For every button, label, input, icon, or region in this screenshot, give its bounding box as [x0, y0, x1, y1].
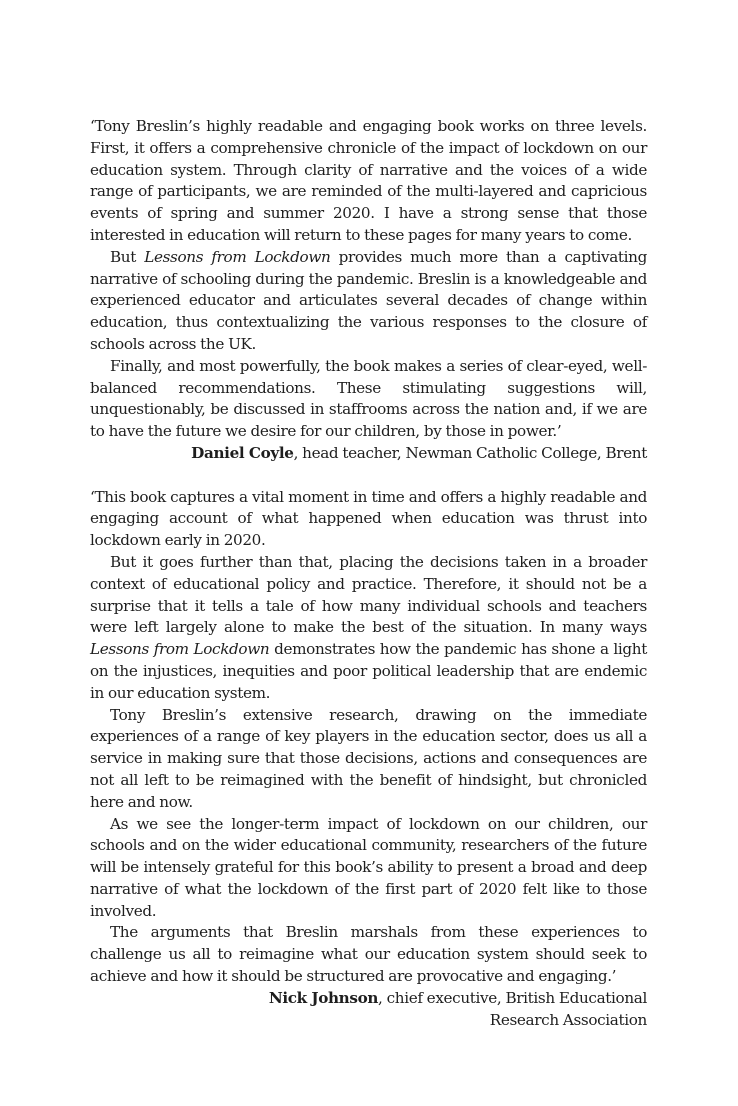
endorsement-paragraph: [90, 116, 647, 247]
endorsement-attribution: [90, 443, 647, 465]
paragraph-text: demonstrates how the pandemic has shone a light on the injustices, inequities and poor political leadership that are endemic in our education system.: [90, 640, 647, 702]
endorsement-paragraph: [90, 247, 647, 356]
endorser-name: Daniel Coyle: [191, 443, 294, 462]
endorsements-page: [90, 116, 647, 1031]
endorser-name: Nick Johnson: [268, 988, 379, 1007]
endorsement-paragraph: [90, 487, 647, 552]
paragraph-text: But: [110, 247, 145, 266]
endorsement-paragraph: [90, 356, 647, 443]
paragraph-text: provides much more than a captivating narrative of schooling during the pandemic. Breslin is a knowledgeable and experienced educator and articulates several decades of change within education, thus contextualizing the various responses to the closure of schools across the UK.: [90, 247, 647, 353]
endorsement-attribution: [90, 988, 647, 1032]
endorsement-paragraph: [90, 705, 647, 814]
paragraph-text: ‘This book captures a vital moment in time and offers a highly readable and engaging account of what happened when education was thrust into lockdown early in 2020.: [90, 487, 647, 550]
paragraph-text: The arguments that Breslin marshals from these experiences to challenge us all to reimagine what our education system should seek to achieve and how it should be structured are provocative and engaging.’: [90, 923, 647, 986]
endorsement-paragraph: [90, 552, 647, 705]
endorser-role: , head teacher, Newman Catholic College, Brent: [293, 443, 647, 462]
paragraph-text: But it goes further than that, placing the decisions taken in a broader context of educational policy and practice. Therefore, it should not be a surprise that it tells a tale of how many individual schools and teachers were left largely alone to make the best of the situation. In many ways: [90, 552, 647, 637]
endorser-role-continued: Research Association: [489, 1010, 647, 1029]
endorser-role: , chief executive, British Educational: [378, 988, 647, 1007]
paragraph-text: Tony Breslin’s extensive research, drawing on the immediate experiences of a range of key players in the education sector, does us all a service in making sure that those decisions, actions and consequences are not all left to be reimagined with the benefit of hindsight, but chronicled here and now.: [90, 705, 647, 811]
endorsement-daniel-coyle: [90, 116, 647, 465]
book-title: Lessons from Lockdown: [90, 640, 270, 659]
book-title: Lessons from Lockdown: [144, 247, 331, 266]
endorsement-nick-johnson: [90, 487, 647, 1032]
endorsement-paragraph: [90, 814, 647, 923]
paragraph-text: ‘Tony Breslin’s highly readable and engaging book works on three levels. First, it offers a comprehensive chronicle of the impact of lockdown on our education system. Through clarity of narrative and the voices of a wide range of participants, we are reminded of the multi-layered and capricious events of spring and summer 2020. I have a strong sense that those interested in education will return to these pages for many years to come.: [90, 117, 647, 244]
endorsement-paragraph: [90, 922, 647, 987]
paragraph-text: As we see the longer-term impact of lockdown on our children, our schools and on the wider educational community, researchers of the future will be intensely grateful for this book’s ability to present a broad and deep narrative of what the lockdown of the first part of 2020 felt like to those involved.: [90, 814, 647, 920]
paragraph-text: Finally, and most powerfully, the book makes a series of clear-eyed, well-balanced recommendations. These stimulating suggestions will, unquestionably, be discussed in staffrooms across the nation and, if we are to have the future we desire for our children, by those in power.’: [90, 356, 647, 441]
